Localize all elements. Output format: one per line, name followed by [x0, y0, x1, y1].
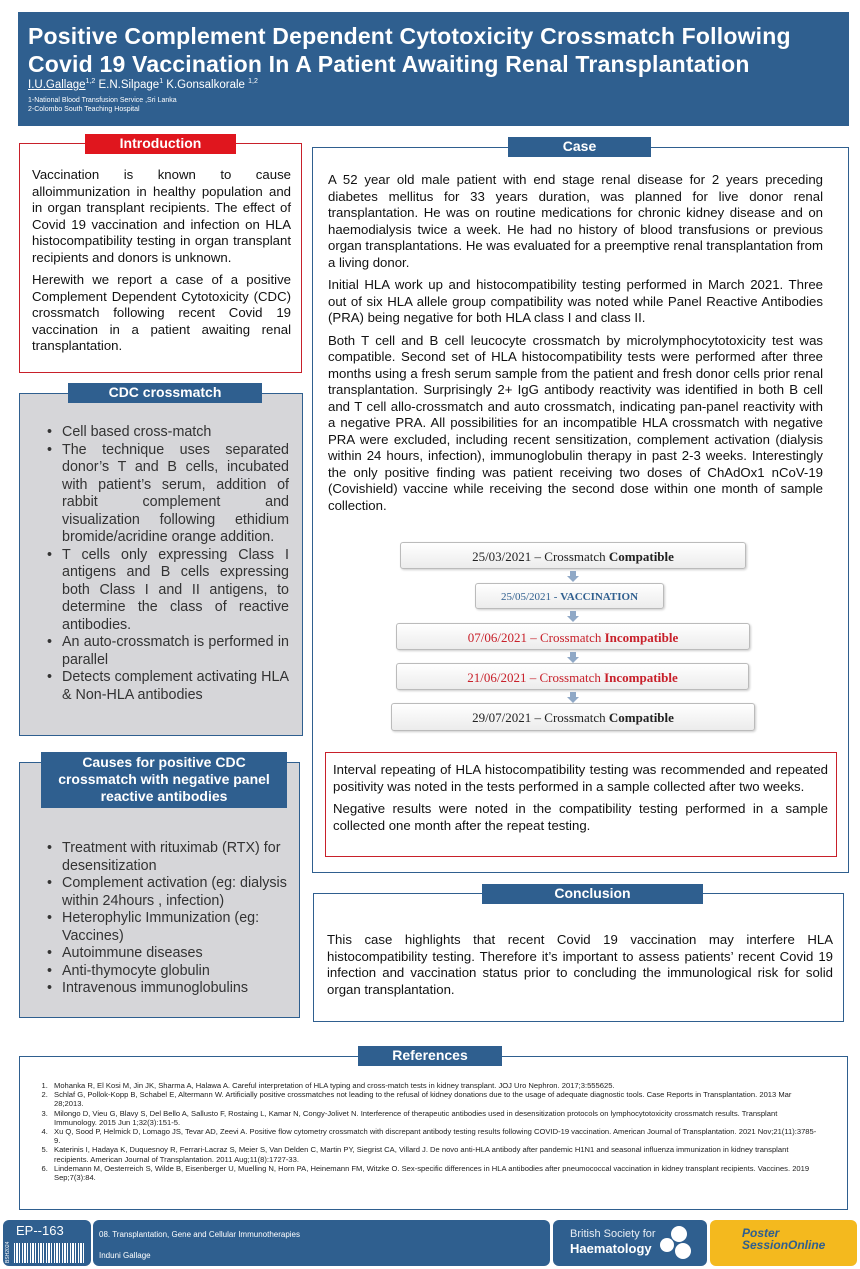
bsh-line-1: British Society for: [570, 1228, 656, 1240]
author-2: E.N.Silpage: [95, 78, 160, 91]
bsh-logo-block: [553, 1220, 707, 1266]
interval-paragraph-2: Negative results were noted in the compatibility testing performed in a sample collected one month after the repeat testing.: [333, 801, 828, 833]
timeline-date: 29/07/2021 – Crossmatch: [472, 710, 609, 725]
poster-title: [28, 22, 839, 78]
cdc-item: • Cell based cross-match: [40, 424, 289, 442]
author-3-sup: 1,2: [248, 78, 258, 85]
interval-text: [333, 762, 828, 840]
presenter-name: Induni Gallage: [99, 1251, 151, 1260]
timeline-date: 25/03/2021 – Crossmatch: [472, 549, 609, 564]
bsh-line-2: Haematology: [570, 1241, 652, 1256]
barcode-icon: [14, 1243, 86, 1263]
case-paragraph-3: Both T cell and B cell leucocyte crossmatch by microlymphocytotoxicity test was compatible. Second set of HLA histocompatibility tests were performed after three months using a fresh serum sample from the patient and fresh donor cells prior renal transplantation. Surprisingly 2+ IgG antibody reactivity was identified in both B cell and T cell allo-crossmatch and auto crossmatch, indicating pan-panel reactivity with a negative PRA. All possibilities for an incompatible HLA crossmatch with negative PRA were excluded, including recent sensitization, complement activation (dialysis within 24 hours, infection), immunoglobulin therapy in past 2-3 weeks. Interestingly the only positive finding was patient receiving two doses of ChAdOx1 nCoV-19 (Covishield) vaccine while receiving the second dose within one month of sample collection.: [328, 332, 823, 513]
authors: [28, 78, 839, 91]
cdc-box: [19, 393, 303, 736]
conclusion-box: [313, 893, 844, 1022]
introduction-text: [32, 167, 291, 361]
side-code: BSH2024: [5, 1241, 11, 1263]
introduction-label: Introduction: [85, 134, 236, 154]
timeline-step: [475, 583, 664, 609]
case-paragraph-1: A 52 year old male patient with end stage renal disease for 2 years preceding diabetes mellitus for 33 years duration, was planned for live donor renal transplantation. He was on routine medications for chronic kidney disease and on haemodialysis twice a week. He had no history of blood transfusions or previous organ transplantations. He was evaluated for a preemptive renal transplantation from a living donor.: [328, 172, 823, 270]
title-line-2: Covid 19 Vaccination In A Patient Awaiting Renal Transplantation: [28, 51, 750, 77]
timeline-step: [391, 703, 755, 731]
references-list: [24, 1081, 822, 1182]
timeline-result: Compatible: [608, 549, 674, 564]
case-text: [328, 172, 823, 520]
bsh-logo-icon: [657, 1225, 693, 1261]
causes-item: • Treatment with rituximab (RTX) for desensitization: [40, 840, 289, 875]
author-2-sup: 1: [159, 78, 164, 85]
timeline-result: Incompatible: [604, 670, 678, 685]
causes-item: • Autoimmune diseases: [40, 945, 289, 963]
reference-item: 3. Milongo D, Vieu G, Blavy S, Del Bello A, Sallusto F, Rostaing L, Kamar N, Congy-Jolivet N. Interference of therapeutic antibodies used in desensitization protocols on lymphocytotoxicity crossmatch results. Transplant Immunology. 2015 Jun 1;32(3):151-5.: [50, 1109, 822, 1127]
reference-item: 1. Mohanka R, El Kosi M, Jin JK, Sharma A, Halawa A. Careful interpretation of HLA typing and cross-match tests in kidney transplant. JOJ Uro Nephron. 2017;3:555625.: [50, 1081, 822, 1090]
cdc-item: • Detects complement activating HLA & Non-HLA antibodies: [40, 669, 289, 704]
reference-item: 6. Lindemann M, Oesterreich S, Wilde B, Eisenberger U, Muelling N, Horn PA, Heinemann FM, Witzke O. Sex-specific differences in HLA antibodies after pneumococcal vaccination in kidney transplant recipients. Vaccines. 2019 Sep;7(3):84.: [50, 1164, 822, 1182]
conclusion-text: This case highlights that recent Covid 19 vaccination may interfere HLA histocompatibility testing. Therefore it’s important to assess patients’ recent Covid 19 infection and vaccination status prior to concluding the immunological risk for solid organ transplantation.: [327, 932, 833, 997]
category-text: 08. Transplantation, Gene and Cellular Immunotherapies: [99, 1230, 301, 1239]
timeline-date: 25/05/2021 -: [500, 591, 561, 603]
timeline-step: [400, 542, 746, 569]
author-3: K.Gonsalkorale: [163, 78, 249, 91]
cdc-item: • The technique uses separated donor’s T and B cells, incubated with patient’s serum, addition of rabbit complement and visualization following ethidium bromide/acridine orange addition.: [40, 442, 289, 547]
causes-item: • Heterophylic Immunization (eg: Vaccines): [40, 910, 289, 945]
conclusion-label: Conclusion: [482, 884, 703, 904]
author-1: I.U.Gallage: [28, 78, 86, 91]
causes-item: • Complement activation (eg: dialysis within 24hours , infection): [40, 875, 289, 910]
arrow-down-icon: [567, 571, 579, 581]
timeline-date: 07/06/2021 – Crossmatch: [467, 630, 605, 645]
timeline-result: Compatible: [608, 710, 674, 725]
case-label: Case: [508, 137, 651, 157]
poster-session-online-logo: [710, 1220, 857, 1266]
arrow-down-icon: [567, 611, 579, 621]
affiliation-1: 1-National Blood Transfusion Service ,Sri Lanka: [28, 96, 177, 104]
timeline-step: [396, 623, 750, 650]
poster-header: [18, 12, 849, 126]
arrow-down-icon: [567, 692, 579, 702]
interval-box: [325, 752, 837, 857]
timeline-step: [396, 663, 749, 690]
causes-label: Causes for positive CDC crossmatch with negative panel reactive antibodies: [41, 752, 287, 808]
pso-line-2: SessionOnline: [742, 1238, 826, 1252]
timeline-result: Incompatible: [604, 630, 679, 645]
introduction-paragraph-1: Vaccination is known to cause alloimmunization in healthy population and in organ transplant recipients. The effect of Covid 19 vaccination and infection on HLA histocompatibility testing in organ transplant recipients and donors is unknown.: [32, 167, 291, 265]
reference-item: 4. Xu Q, Sood P, Helmick D, Lomago JS, Tevar AD, Zeevi A. Positive flow cytometry crossmatch with discrepant antibody testing results following COVID-19 vaccination. American Journal of Transplantation. 2021 Nov;21(11):3785-9.: [50, 1127, 822, 1145]
timeline-date: 21/06/2021 – Crossmatch: [467, 670, 605, 685]
cdc-list: [40, 424, 289, 704]
introduction-box: [19, 143, 302, 373]
title-line-1: Positive Complement Dependent Cytotoxicity Crossmatch Following: [28, 23, 791, 49]
affiliations: [28, 96, 839, 114]
timeline-result: VACCINATION: [560, 591, 639, 603]
cdc-item: • T cells only expressing Class I antigens and B cells expressing both Class I and II antigens, to determine the class of reactive antibodies.: [40, 547, 289, 635]
introduction-paragraph-2: Herewith we report a case of a positive Complement Dependent Cytotoxicity (CDC) crossmatch following recent Covid 19 vaccination in a patient awaiting renal transplantation.: [32, 272, 291, 353]
causes-item: • Intravenous immunoglobulins: [40, 980, 289, 998]
poster-code: EP--163: [16, 1223, 64, 1238]
pso-line-1: Poster: [742, 1226, 780, 1240]
affiliation-2: 2-Colombo South Teaching Hospital: [28, 105, 140, 113]
cdc-label: CDC crossmatch: [68, 383, 262, 403]
arrow-down-icon: [567, 652, 579, 662]
author-1-sup: 1,2: [85, 78, 96, 85]
case-paragraph-2: Initial HLA work up and histocompatibility testing performed in March 2021. Three out of six HLA allele group compatibility was noted while Panel Reactive Antibodies (PRA) being negative for both HLA class I and class II.: [328, 277, 823, 325]
category-block: [93, 1220, 550, 1266]
reference-item: 2. Schlaf G, Pollok-Kopp B, Schabel E, Altermann W. Artificially positive crossmatches not leading to the refusal of kidney donations due to the usage of adequate diagnostic tools. Case Reports in Transplantation. 2013 Mar 28;2013.: [50, 1090, 822, 1108]
causes-item: • Anti-thymocyte globulin: [40, 963, 289, 981]
references-box: [19, 1056, 848, 1210]
reference-item: 5. Katerinis I, Hadaya K, Duquesnoy R, Ferrari-Lacraz S, Meier S, Van Delden C, Martin PY, Siegrist CA, Villard J. De novo anti-HLA antibody after pandemic H1N1 and seasonal influenza immunization in kidney transplant recipients. American Journal of Transplantation. 2011 Aug;11(8):1727-33.: [50, 1145, 822, 1163]
cdc-item: • An auto-crossmatch is performed in parallel: [40, 634, 289, 669]
references-label: References: [358, 1046, 502, 1066]
interval-paragraph-1: Interval repeating of HLA histocompatibility testing was recommended and repeated positivity was noted in the tests performed in a sample collected after two weeks.: [333, 762, 828, 794]
poster-code-block: [3, 1220, 91, 1266]
causes-list: [40, 840, 289, 998]
